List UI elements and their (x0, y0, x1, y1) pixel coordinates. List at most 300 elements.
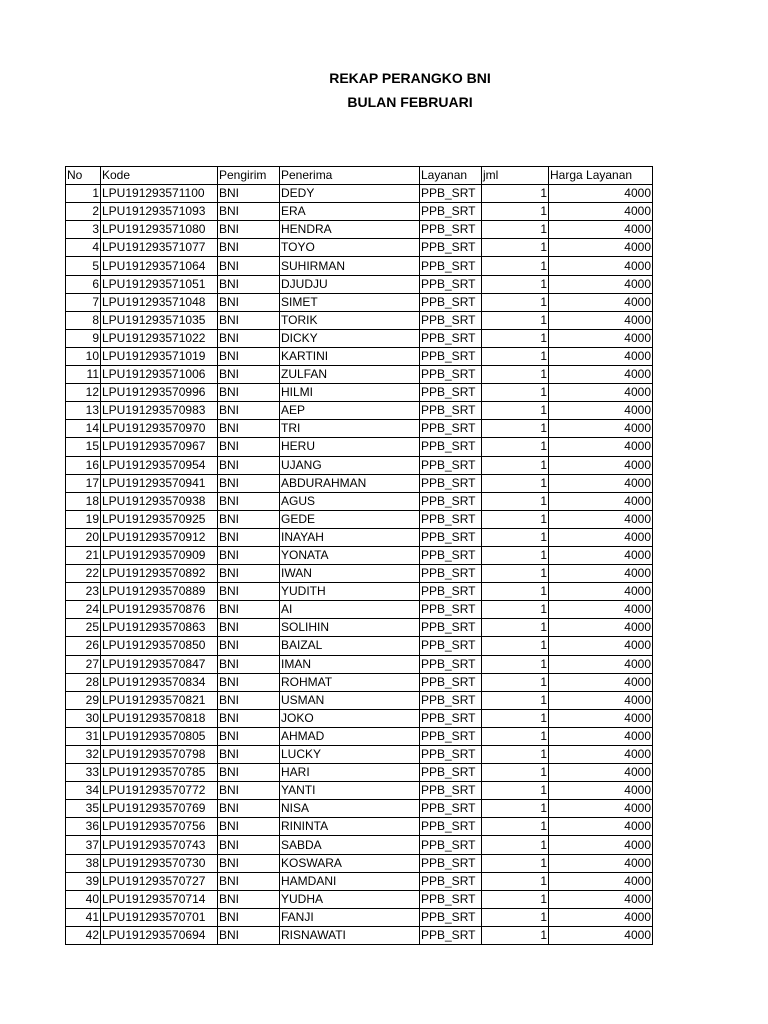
cell-no: 42 (66, 926, 101, 944)
cell-penerima: AGUS (280, 492, 420, 510)
cell-layanan: PPB_SRT (420, 366, 482, 384)
cell-harga-layanan: 4000 (549, 203, 653, 221)
cell-pengirim: BNI (218, 691, 280, 709)
cell-penerima: AHMAD (280, 727, 420, 745)
cell-harga-layanan: 4000 (549, 691, 653, 709)
cell-no: 14 (66, 420, 101, 438)
cell-kode: LPU191293570798 (101, 746, 218, 764)
cell-jml: 1 (482, 782, 549, 800)
cell-penerima: ROHMAT (280, 673, 420, 691)
cell-no: 23 (66, 583, 101, 601)
cell-penerima: TRI (280, 420, 420, 438)
cell-jml: 1 (482, 420, 549, 438)
cell-jml: 1 (482, 221, 549, 239)
cell-jml: 1 (482, 818, 549, 836)
cell-jml: 1 (482, 546, 549, 564)
cell-layanan: PPB_SRT (420, 800, 482, 818)
cell-pengirim: BNI (218, 782, 280, 800)
table-row (66, 203, 653, 221)
cell-penerima: JOKO (280, 709, 420, 727)
table-row (66, 311, 653, 329)
cell-layanan: PPB_SRT (420, 347, 482, 365)
table-row (66, 764, 653, 782)
cell-penerima: DEDY (280, 185, 420, 203)
cell-penerima: BAIZAL (280, 637, 420, 655)
cell-no: 8 (66, 311, 101, 329)
cell-pengirim: BNI (218, 908, 280, 926)
table-header-row (66, 167, 653, 185)
cell-harga-layanan: 4000 (549, 764, 653, 782)
cell-harga-layanan: 4000 (549, 800, 653, 818)
cell-no: 11 (66, 366, 101, 384)
table-row (66, 565, 653, 583)
cell-kode: LPU191293570876 (101, 601, 218, 619)
cell-harga-layanan: 4000 (549, 655, 653, 673)
cell-layanan: PPB_SRT (420, 311, 482, 329)
cell-no: 17 (66, 474, 101, 492)
cell-kode: LPU191293570970 (101, 420, 218, 438)
table-row (66, 347, 653, 365)
cell-kode: LPU191293570694 (101, 926, 218, 944)
cell-harga-layanan: 4000 (549, 908, 653, 926)
cell-harga-layanan: 4000 (549, 546, 653, 564)
cell-kode: LPU191293571093 (101, 203, 218, 221)
table-row (66, 456, 653, 474)
table-row (66, 727, 653, 745)
cell-harga-layanan: 4000 (549, 366, 653, 384)
table-row (66, 637, 653, 655)
cell-jml: 1 (482, 637, 549, 655)
cell-pengirim: BNI (218, 510, 280, 528)
cell-kode: LPU191293570714 (101, 890, 218, 908)
cell-jml: 1 (482, 402, 549, 420)
cell-kode: LPU191293570863 (101, 619, 218, 637)
cell-jml: 1 (482, 890, 549, 908)
cell-pengirim: BNI (218, 347, 280, 365)
column-header-no: No (66, 167, 101, 185)
cell-harga-layanan: 4000 (549, 836, 653, 854)
cell-layanan: PPB_SRT (420, 890, 482, 908)
table-row (66, 438, 653, 456)
cell-pengirim: BNI (218, 402, 280, 420)
cell-pengirim: BNI (218, 637, 280, 655)
cell-layanan: PPB_SRT (420, 691, 482, 709)
cell-pengirim: BNI (218, 673, 280, 691)
cell-pengirim: BNI (218, 366, 280, 384)
cell-pengirim: BNI (218, 438, 280, 456)
cell-pengirim: BNI (218, 329, 280, 347)
cell-jml: 1 (482, 709, 549, 727)
cell-harga-layanan: 4000 (549, 329, 653, 347)
cell-penerima: HARI (280, 764, 420, 782)
cell-layanan: PPB_SRT (420, 583, 482, 601)
cell-pengirim: BNI (218, 565, 280, 583)
cell-jml: 1 (482, 474, 549, 492)
cell-kode: LPU191293570996 (101, 384, 218, 402)
cell-kode: LPU191293570818 (101, 709, 218, 727)
cell-kode: LPU191293570805 (101, 727, 218, 745)
cell-layanan: PPB_SRT (420, 655, 482, 673)
cell-kode: LPU191293571051 (101, 275, 218, 293)
cell-layanan: PPB_SRT (420, 673, 482, 691)
cell-penerima: HERU (280, 438, 420, 456)
cell-pengirim: BNI (218, 727, 280, 745)
cell-penerima: RININTA (280, 818, 420, 836)
cell-no: 26 (66, 637, 101, 655)
cell-layanan: PPB_SRT (420, 420, 482, 438)
cell-no: 31 (66, 727, 101, 745)
cell-no: 32 (66, 746, 101, 764)
cell-penerima: GEDE (280, 510, 420, 528)
cell-kode: LPU191293570821 (101, 691, 218, 709)
cell-penerima: HAMDANI (280, 872, 420, 890)
cell-jml: 1 (482, 185, 549, 203)
cell-penerima: UJANG (280, 456, 420, 474)
table-row (66, 800, 653, 818)
cell-pengirim: BNI (218, 800, 280, 818)
cell-penerima: SABDA (280, 836, 420, 854)
cell-layanan: PPB_SRT (420, 818, 482, 836)
cell-kode: LPU191293570834 (101, 673, 218, 691)
cell-layanan: PPB_SRT (420, 492, 482, 510)
cell-layanan: PPB_SRT (420, 275, 482, 293)
cell-jml: 1 (482, 510, 549, 528)
cell-no: 9 (66, 329, 101, 347)
cell-kode: LPU191293570785 (101, 764, 218, 782)
cell-pengirim: BNI (218, 619, 280, 637)
cell-layanan: PPB_SRT (420, 908, 482, 926)
table-row (66, 818, 653, 836)
table-row (66, 366, 653, 384)
cell-no: 25 (66, 619, 101, 637)
cell-pengirim: BNI (218, 926, 280, 944)
cell-kode: LPU191293570954 (101, 456, 218, 474)
cell-jml: 1 (482, 257, 549, 275)
cell-layanan: PPB_SRT (420, 926, 482, 944)
cell-kode: LPU191293570850 (101, 637, 218, 655)
cell-kode: LPU191293571022 (101, 329, 218, 347)
cell-jml: 1 (482, 673, 549, 691)
cell-pengirim: BNI (218, 655, 280, 673)
table-row (66, 655, 653, 673)
cell-kode: LPU191293570938 (101, 492, 218, 510)
cell-jml: 1 (482, 329, 549, 347)
cell-pengirim: BNI (218, 546, 280, 564)
cell-jml: 1 (482, 275, 549, 293)
cell-harga-layanan: 4000 (549, 637, 653, 655)
cell-layanan: PPB_SRT (420, 203, 482, 221)
table-row (66, 836, 653, 854)
cell-layanan: PPB_SRT (420, 637, 482, 655)
table-row (66, 239, 653, 257)
cell-jml: 1 (482, 311, 549, 329)
table-row (66, 746, 653, 764)
cell-no: 39 (66, 872, 101, 890)
cell-harga-layanan: 4000 (549, 890, 653, 908)
cell-no: 20 (66, 528, 101, 546)
cell-harga-layanan: 4000 (549, 221, 653, 239)
table-row (66, 583, 653, 601)
column-header-pengirim: Pengirim (218, 167, 280, 185)
cell-harga-layanan: 4000 (549, 818, 653, 836)
cell-pengirim: BNI (218, 764, 280, 782)
cell-jml: 1 (482, 583, 549, 601)
cell-pengirim: BNI (218, 854, 280, 872)
cell-harga-layanan: 4000 (549, 746, 653, 764)
cell-layanan: PPB_SRT (420, 619, 482, 637)
column-header-kode: Kode (101, 167, 218, 185)
cell-penerima: SUHIRMAN (280, 257, 420, 275)
cell-pengirim: BNI (218, 221, 280, 239)
cell-layanan: PPB_SRT (420, 293, 482, 311)
table-row (66, 546, 653, 564)
cell-penerima: SOLIHIN (280, 619, 420, 637)
cell-pengirim: BNI (218, 293, 280, 311)
table-row (66, 908, 653, 926)
table-row (66, 402, 653, 420)
cell-penerima: RISNAWATI (280, 926, 420, 944)
cell-harga-layanan: 4000 (549, 601, 653, 619)
cell-layanan: PPB_SRT (420, 709, 482, 727)
cell-harga-layanan: 4000 (549, 239, 653, 257)
cell-pengirim: BNI (218, 746, 280, 764)
cell-harga-layanan: 4000 (549, 347, 653, 365)
cell-penerima: SIMET (280, 293, 420, 311)
cell-no: 18 (66, 492, 101, 510)
cell-harga-layanan: 4000 (549, 257, 653, 275)
cell-jml: 1 (482, 764, 549, 782)
cell-kode: LPU191293570941 (101, 474, 218, 492)
cell-harga-layanan: 4000 (549, 456, 653, 474)
cell-jml: 1 (482, 601, 549, 619)
cell-jml: 1 (482, 746, 549, 764)
cell-layanan: PPB_SRT (420, 456, 482, 474)
cell-kode: LPU191293570909 (101, 546, 218, 564)
cell-pengirim: BNI (218, 601, 280, 619)
cell-layanan: PPB_SRT (420, 329, 482, 347)
cell-layanan: PPB_SRT (420, 727, 482, 745)
cell-jml: 1 (482, 908, 549, 926)
cell-layanan: PPB_SRT (420, 510, 482, 528)
cell-layanan: PPB_SRT (420, 402, 482, 420)
cell-no: 5 (66, 257, 101, 275)
cell-kode: LPU191293570743 (101, 836, 218, 854)
cell-no: 27 (66, 655, 101, 673)
document-title: REKAP PERANGKO BNI (329, 70, 491, 86)
cell-pengirim: BNI (218, 239, 280, 257)
cell-penerima: TORIK (280, 311, 420, 329)
cell-harga-layanan: 4000 (549, 854, 653, 872)
cell-harga-layanan: 4000 (549, 782, 653, 800)
cell-penerima: AI (280, 601, 420, 619)
cell-no: 24 (66, 601, 101, 619)
cell-jml: 1 (482, 565, 549, 583)
cell-no: 2 (66, 203, 101, 221)
table-row (66, 384, 653, 402)
cell-pengirim: BNI (218, 528, 280, 546)
cell-layanan: PPB_SRT (420, 546, 482, 564)
cell-jml: 1 (482, 203, 549, 221)
cell-penerima: DICKY (280, 329, 420, 347)
cell-layanan: PPB_SRT (420, 764, 482, 782)
cell-no: 41 (66, 908, 101, 926)
cell-layanan: PPB_SRT (420, 836, 482, 854)
table-row (66, 709, 653, 727)
cell-harga-layanan: 4000 (549, 311, 653, 329)
cell-layanan: PPB_SRT (420, 438, 482, 456)
cell-harga-layanan: 4000 (549, 275, 653, 293)
column-header-jml: jml (482, 167, 549, 185)
cell-pengirim: BNI (218, 709, 280, 727)
cell-harga-layanan: 4000 (549, 926, 653, 944)
cell-jml: 1 (482, 384, 549, 402)
cell-harga-layanan: 4000 (549, 492, 653, 510)
cell-kode: LPU191293570756 (101, 818, 218, 836)
cell-penerima: YANTI (280, 782, 420, 800)
table-row (66, 329, 653, 347)
document-subtitle: BULAN FEBRUARI (347, 94, 473, 110)
cell-jml: 1 (482, 872, 549, 890)
cell-no: 28 (66, 673, 101, 691)
cell-no: 40 (66, 890, 101, 908)
cell-layanan: PPB_SRT (420, 528, 482, 546)
cell-jml: 1 (482, 854, 549, 872)
cell-pengirim: BNI (218, 890, 280, 908)
cell-no: 29 (66, 691, 101, 709)
table-row (66, 691, 653, 709)
cell-jml: 1 (482, 691, 549, 709)
cell-no: 35 (66, 800, 101, 818)
cell-kode: LPU191293570847 (101, 655, 218, 673)
cell-jml: 1 (482, 438, 549, 456)
table-row (66, 782, 653, 800)
cell-kode: LPU191293571064 (101, 257, 218, 275)
cell-no: 4 (66, 239, 101, 257)
table-row (66, 510, 653, 528)
cell-layanan: PPB_SRT (420, 746, 482, 764)
cell-pengirim: BNI (218, 583, 280, 601)
cell-pengirim: BNI (218, 872, 280, 890)
cell-kode: LPU191293570967 (101, 438, 218, 456)
cell-harga-layanan: 4000 (549, 402, 653, 420)
cell-layanan: PPB_SRT (420, 872, 482, 890)
cell-pengirim: BNI (218, 420, 280, 438)
cell-jml: 1 (482, 800, 549, 818)
cell-layanan: PPB_SRT (420, 601, 482, 619)
cell-penerima: DJUDJU (280, 275, 420, 293)
cell-no: 7 (66, 293, 101, 311)
cell-no: 34 (66, 782, 101, 800)
rekap-table (65, 166, 653, 945)
cell-penerima: ZULFAN (280, 366, 420, 384)
table-row (66, 890, 653, 908)
cell-penerima: ABDURAHMAN (280, 474, 420, 492)
cell-pengirim: BNI (218, 818, 280, 836)
cell-harga-layanan: 4000 (549, 185, 653, 203)
table-row (66, 185, 653, 203)
cell-kode: LPU191293570769 (101, 800, 218, 818)
cell-layanan: PPB_SRT (420, 384, 482, 402)
cell-pengirim: BNI (218, 203, 280, 221)
table-row (66, 221, 653, 239)
cell-harga-layanan: 4000 (549, 727, 653, 745)
cell-kode: LPU191293571006 (101, 366, 218, 384)
cell-jml: 1 (482, 926, 549, 944)
cell-penerima: IWAN (280, 565, 420, 583)
cell-no: 13 (66, 402, 101, 420)
cell-no: 36 (66, 818, 101, 836)
cell-kode: LPU191293571100 (101, 185, 218, 203)
cell-harga-layanan: 4000 (549, 709, 653, 727)
cell-jml: 1 (482, 655, 549, 673)
cell-kode: LPU191293571080 (101, 221, 218, 239)
column-header-penerima: Penerima (280, 167, 420, 185)
table-row (66, 872, 653, 890)
cell-jml: 1 (482, 456, 549, 474)
cell-jml: 1 (482, 366, 549, 384)
cell-pengirim: BNI (218, 384, 280, 402)
cell-kode: LPU191293570701 (101, 908, 218, 926)
cell-kode: LPU191293570912 (101, 528, 218, 546)
cell-no: 1 (66, 185, 101, 203)
table-row (66, 673, 653, 691)
cell-no: 10 (66, 347, 101, 365)
cell-kode: LPU191293571048 (101, 293, 218, 311)
cell-jml: 1 (482, 727, 549, 745)
cell-harga-layanan: 4000 (549, 510, 653, 528)
cell-no: 37 (66, 836, 101, 854)
cell-pengirim: BNI (218, 836, 280, 854)
cell-no: 6 (66, 275, 101, 293)
cell-penerima: LUCKY (280, 746, 420, 764)
cell-pengirim: BNI (218, 257, 280, 275)
table-row (66, 474, 653, 492)
cell-jml: 1 (482, 293, 549, 311)
cell-harga-layanan: 4000 (549, 293, 653, 311)
cell-kode: LPU191293571019 (101, 347, 218, 365)
cell-kode: LPU191293570925 (101, 510, 218, 528)
cell-no: 15 (66, 438, 101, 456)
cell-kode: LPU191293570892 (101, 565, 218, 583)
cell-layanan: PPB_SRT (420, 239, 482, 257)
cell-no: 22 (66, 565, 101, 583)
cell-penerima: HILMI (280, 384, 420, 402)
cell-penerima: YUDHA (280, 890, 420, 908)
cell-kode: LPU191293570983 (101, 402, 218, 420)
cell-jml: 1 (482, 619, 549, 637)
cell-layanan: PPB_SRT (420, 474, 482, 492)
cell-kode: LPU191293570730 (101, 854, 218, 872)
cell-no: 16 (66, 456, 101, 474)
cell-harga-layanan: 4000 (549, 384, 653, 402)
cell-no: 19 (66, 510, 101, 528)
cell-penerima: FANJI (280, 908, 420, 926)
cell-no: 30 (66, 709, 101, 727)
cell-penerima: INAYAH (280, 528, 420, 546)
cell-harga-layanan: 4000 (549, 583, 653, 601)
cell-no: 21 (66, 546, 101, 564)
cell-jml: 1 (482, 492, 549, 510)
cell-jml: 1 (482, 836, 549, 854)
cell-harga-layanan: 4000 (549, 528, 653, 546)
table-row (66, 293, 653, 311)
cell-layanan: PPB_SRT (420, 221, 482, 239)
cell-no: 38 (66, 854, 101, 872)
table-row (66, 275, 653, 293)
cell-pengirim: BNI (218, 311, 280, 329)
cell-pengirim: BNI (218, 474, 280, 492)
cell-kode: LPU191293571035 (101, 311, 218, 329)
